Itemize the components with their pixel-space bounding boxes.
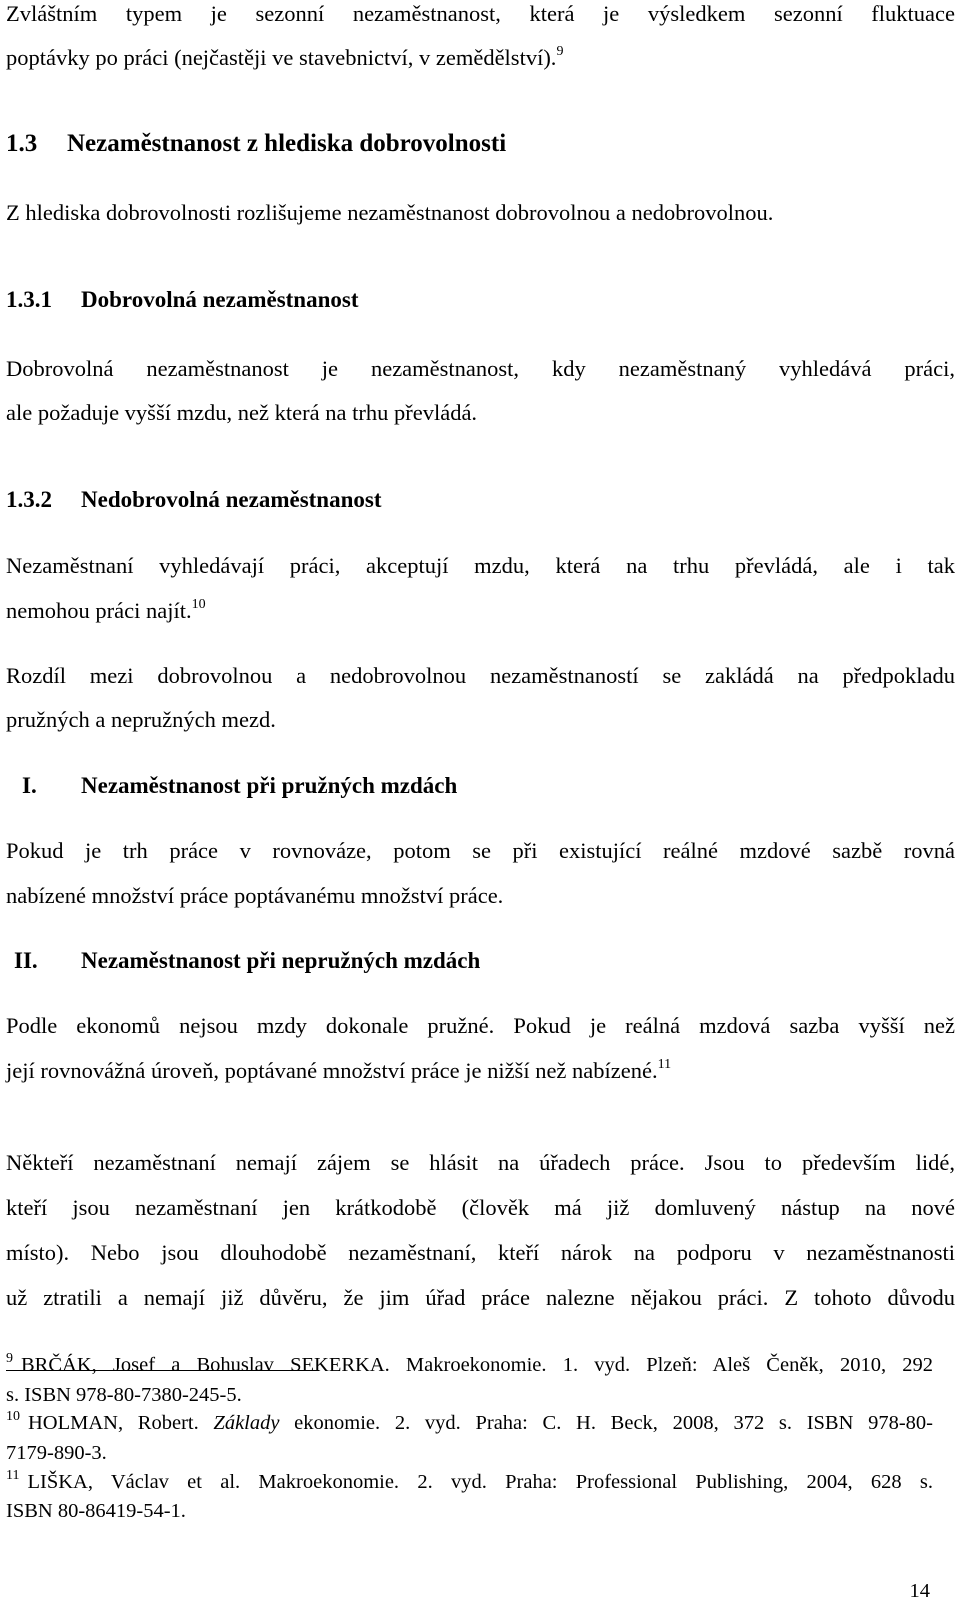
footnote-number: 10	[6, 1409, 20, 1424]
intro-line-2-text: poptávky po práci (nejčastěji ve stavebnictví, v zemědělství).	[6, 45, 557, 70]
subsection-II-para2-line-4: už ztratili a nemají již důvěru, že jim úřad práce nalezne nějakou práci. Z tohoto důvodu	[6, 1285, 955, 1310]
subsection-II-line-1: Podle ekonomů nejsou mzdy dokonale pružné. Pokud je reálná mzdová sazba vyšší než	[6, 1013, 955, 1038]
footnote-ref-9: 9	[556, 44, 564, 59]
section-1-3-1-line-2: ale požaduje vyšší mzdu, než která na trhu převládá.	[6, 400, 478, 425]
subsection-I-line-2: nabízené množství práce poptávanému množství práce.	[6, 883, 504, 908]
section-title: Dobrovolná nezaměstnanost	[81, 287, 359, 312]
subsection-II-para2-line-2: kteří jsou nezaměstnaní jen krátkodobě (člověk má již domluvený nástup na nové	[6, 1195, 955, 1220]
intro-line-2	[6, 44, 563, 76]
page-number: 14	[909, 1580, 930, 1602]
footnote-10-line-2: 7179-890-3.	[6, 1442, 107, 1464]
section-heading-1-3-1	[6, 286, 359, 314]
subsection-heading-I	[22, 772, 457, 800]
subsection-title: Nezaměstnanost při pružných mzdách	[81, 773, 458, 798]
subsection-II-line-2-text: její rovnovážná úroveň, poptávané množství práce je nižší než nabízené.	[6, 1058, 658, 1083]
section-heading-1-3-2	[6, 486, 382, 514]
subsection-II-line-2	[6, 1057, 671, 1089]
subsection-number: II.	[14, 948, 38, 973]
footnote-ref-11: 11	[657, 1057, 672, 1072]
intro-line-1: Zvláštním typem je sezonní nezaměstnanost, která je výsledkem sezonní fluktuace	[6, 1, 955, 26]
section-1-3-2-line-2-text: nemohou práci najít.	[6, 598, 192, 623]
footnote-text-b: ekonomie. 2. vyd. Praha: C. H. Beck, 2008, 372 s. ISBN 978-80-	[294, 1412, 934, 1434]
subsection-heading-II	[14, 947, 480, 975]
section-1-3-text: Z hlediska dobrovolnosti rozlišujeme nezaměstnanost dobrovolnou a nedobrovolnou.	[6, 200, 774, 225]
section-number: 1.3.1	[6, 287, 52, 312]
section-1-3-2-para2-line-2: pružných a nepružných mezd.	[6, 707, 276, 732]
footnote-9-line-2: s. ISBN 978-80-7380-245-5.	[6, 1384, 242, 1406]
footnote-10-line-1	[6, 1410, 933, 1439]
footnote-text: BRČÁK, Josef a Bohuslav SEKERKA. Makroekonomie. 1. vyd. Plzeň: Aleš Čeněk, 2010, 292	[21, 1354, 933, 1376]
section-title: Nezaměstnanost z hlediska dobrovolnosti	[67, 130, 507, 157]
footnote-text-a: HOLMAN, Robert.	[28, 1412, 199, 1434]
section-title: Nedobrovolná nezaměstnanost	[81, 487, 382, 512]
footnote-ref-10: 10	[191, 597, 206, 612]
section-1-3-2-para2-line-1: Rozdíl mezi dobrovolnou a nedobrovolnou nezaměstnaností se zakládá na předpokladu	[6, 663, 955, 688]
section-number: 1.3.2	[6, 487, 52, 512]
section-1-3-2-line-2	[6, 597, 206, 629]
section-heading-1-3	[6, 130, 506, 158]
footnote-9-line-1	[6, 1352, 933, 1381]
footnote-number: 9	[6, 1351, 13, 1366]
footnote-text: LIŠKA, Václav et al. Makroekonomie. 2. vyd. Praha: Professional Publishing, 2004, 628 s.	[27, 1471, 933, 1493]
subsection-title: Nezaměstnanost při nepružných mzdách	[81, 948, 481, 973]
section-number: 1.3	[6, 130, 38, 157]
subsection-I-line-1: Pokud je trh práce v rovnováze, potom se při existující reálné mzdové sazbě rovná	[6, 838, 955, 863]
subsection-II-para2-line-3: místo). Nebo jsou dlouhodobě nezaměstnaní, kteří nárok na podporu v nezaměstnanosti	[6, 1240, 955, 1265]
subsection-number: I.	[22, 773, 37, 798]
footnote-11-line-1	[6, 1469, 933, 1498]
footnote-11-line-2: ISBN 80-86419-54-1.	[6, 1500, 186, 1522]
section-1-3-2-line-1: Nezaměstnaní vyhledávají práci, akceptují mzdu, která na trhu převládá, ale i tak	[6, 553, 955, 578]
section-1-3-1-line-1: Dobrovolná nezaměstnanost je nezaměstnanost, kdy nezaměstnaný vyhledává práci,	[6, 356, 955, 381]
footnote-text-italic: Základy	[213, 1412, 280, 1434]
subsection-II-para2-line-1: Někteří nezaměstnaní nemají zájem se hlásit na úřadech práce. Jsou to především lidé,	[6, 1150, 955, 1175]
footnote-number: 11	[6, 1468, 20, 1483]
